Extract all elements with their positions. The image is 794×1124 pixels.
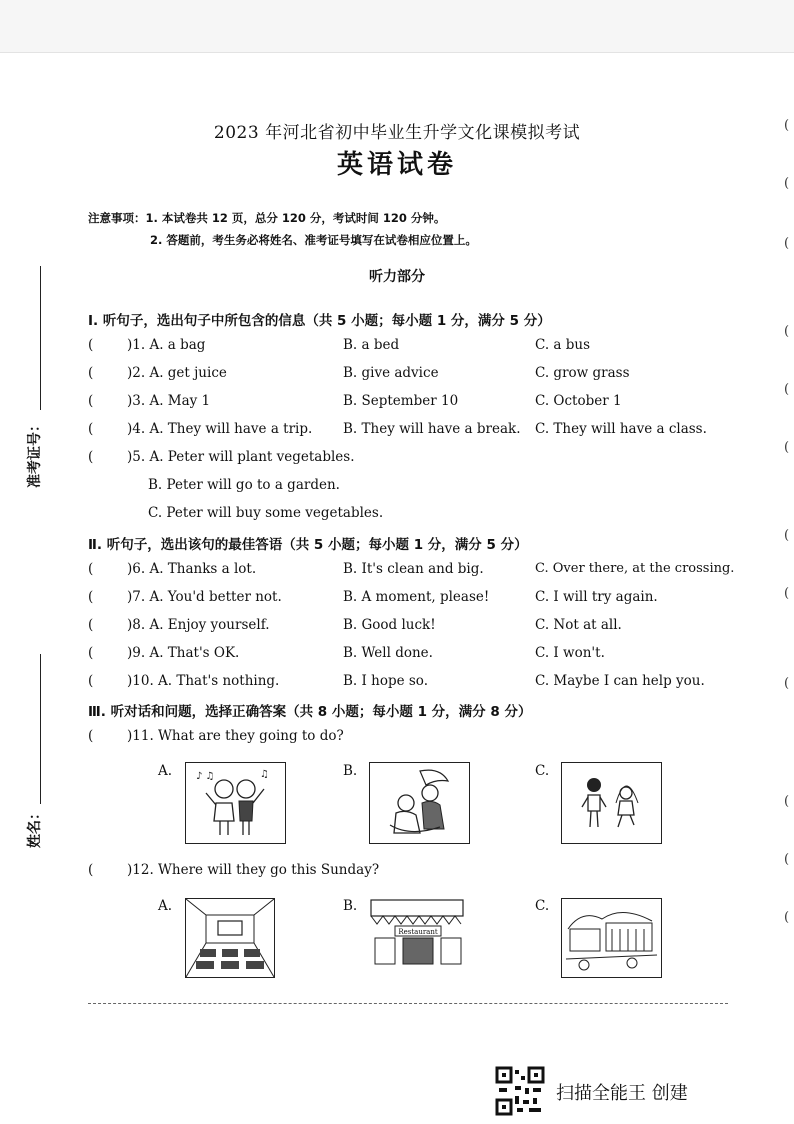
edge-mark: ( <box>784 910 790 925</box>
answer-paren: ( <box>88 421 94 437</box>
svg-text:♫: ♫ <box>260 769 269 780</box>
option-c: C. Maybe I can help you. <box>535 673 705 689</box>
option-c-label: C. <box>535 763 550 779</box>
edge-mark: ( <box>784 176 790 191</box>
option-c: C. They will have a class. <box>535 421 707 437</box>
svg-text:♪ ♫: ♪ ♫ <box>196 771 215 782</box>
kids-jumping-rope-picture <box>561 762 662 844</box>
qr-code-icon <box>495 1066 545 1116</box>
kids-dancing-picture <box>369 762 470 844</box>
option-a: )3. A. May 1 <box>127 393 211 409</box>
option-a: )6. A. Thanks a lot. <box>127 561 257 577</box>
option-b: B. a bed <box>343 337 400 353</box>
answer-paren: ( <box>88 617 94 633</box>
option-b: B. Good luck! <box>343 617 436 633</box>
edge-mark: ( <box>784 586 790 601</box>
edge-mark: ( <box>784 118 790 133</box>
answer-paren: ( <box>88 589 94 605</box>
part1-heading: Ⅰ. 听句子，选出句子中所包含的信息（共 5 小题；每小题 1 分，满分 5 分） <box>88 313 551 329</box>
option-a: )7. A. You'd better not. <box>127 589 282 605</box>
edge-mark: ( <box>784 324 790 339</box>
answer-paren: ( <box>88 449 94 465</box>
option-a-label: A. <box>158 898 173 914</box>
option-b: B. give advice <box>343 365 439 381</box>
option-a: )2. A. get juice <box>127 365 227 381</box>
answer-paren: ( <box>88 337 94 353</box>
edge-mark: ( <box>784 676 790 691</box>
restaurant-sign: Restaurant <box>398 928 438 936</box>
option-a: )10. A. That's nothing. <box>127 673 280 689</box>
part2-heading: Ⅱ. 听句子，选出该句的最佳答语（共 5 小题；每小题 1 分，满分 5 分） <box>88 537 528 553</box>
option-c: C. I won't. <box>535 645 605 661</box>
option-c: C. Peter will buy some vegetables. <box>148 505 384 521</box>
exam-id-label: 准考证号： <box>27 418 43 488</box>
town-street-picture <box>561 898 662 978</box>
option-a: )4. A. They will have a trip. <box>127 421 313 437</box>
answer-paren: ( <box>88 365 94 381</box>
option-b: B. I hope so. <box>343 673 428 689</box>
name-line <box>40 654 41 804</box>
option-b-label: B. <box>343 763 358 779</box>
notes-line-1: 注意事项：1. 本试卷共 12 页，总分 120 分，考试时间 120 分钟。 <box>88 211 446 225</box>
edge-mark: ( <box>784 236 790 251</box>
classroom-picture <box>185 898 275 978</box>
answer-paren: ( <box>88 561 94 577</box>
section-listening-title: 听力部分 <box>369 269 425 285</box>
option-b: B. They will have a break. <box>343 421 521 437</box>
edge-mark: ( <box>784 852 790 867</box>
option-c: C. October 1 <box>535 393 622 409</box>
answer-paren: ( <box>88 673 94 689</box>
option-c-label: C. <box>535 898 550 914</box>
option-a: )1. A. a bag <box>127 337 206 353</box>
option-a: )5. A. Peter will plant vegetables. <box>127 449 355 465</box>
edge-mark: ( <box>784 528 790 543</box>
answer-paren: ( <box>88 645 94 661</box>
option-c: C. Not at all. <box>535 617 622 633</box>
option-b: B. A moment, please! <box>343 589 490 605</box>
notes-line-2: 2. 答题前，考生务必将姓名、准考证号填写在试卷相应位置上。 <box>150 233 477 247</box>
option-b: B. September 10 <box>343 393 459 409</box>
option-b: B. It's clean and big. <box>343 561 484 577</box>
option-a: )8. A. Enjoy yourself. <box>127 617 270 633</box>
option-b-label: B. <box>343 898 358 914</box>
exam-title: 2023 年河北省初中毕业生升学文化课模拟考试 <box>213 123 581 143</box>
edge-mark: ( <box>784 440 790 455</box>
option-a-label: A. <box>158 763 173 779</box>
part3-heading: Ⅲ. 听对话和问题，选择正确答案（共 8 小题；每小题 1 分，满分 8 分） <box>88 704 532 720</box>
answer-paren: ( <box>88 862 94 878</box>
answer-paren: ( <box>88 728 94 744</box>
exam-subtitle: 英语试卷 <box>336 150 457 180</box>
page-divider <box>88 1003 728 1004</box>
option-c: C. I will try again. <box>535 589 658 605</box>
option-b: B. Peter will go to a garden. <box>148 477 340 493</box>
edge-mark: ( <box>784 794 790 809</box>
scanner-app-watermark: 扫描全能王 创建 <box>556 1083 688 1104</box>
answer-paren: ( <box>88 393 94 409</box>
question-12: )12. Where will they go this Sunday? <box>127 862 380 878</box>
name-label: 姓名： <box>27 806 43 848</box>
option-c: C. Over there, at the crossing. <box>535 561 735 576</box>
option-c: C. a bus <box>535 337 591 353</box>
option-a: )9. A. That's OK. <box>127 645 240 661</box>
kids-singing-picture <box>185 762 286 844</box>
restaurant-picture <box>369 898 467 968</box>
option-b: B. Well done. <box>343 645 433 661</box>
edge-mark: ( <box>784 382 790 397</box>
scan-top-bar <box>0 0 794 53</box>
question-11: )11. What are they going to do? <box>127 728 344 744</box>
option-c: C. grow grass <box>535 365 630 381</box>
exam-id-line <box>40 266 41 410</box>
